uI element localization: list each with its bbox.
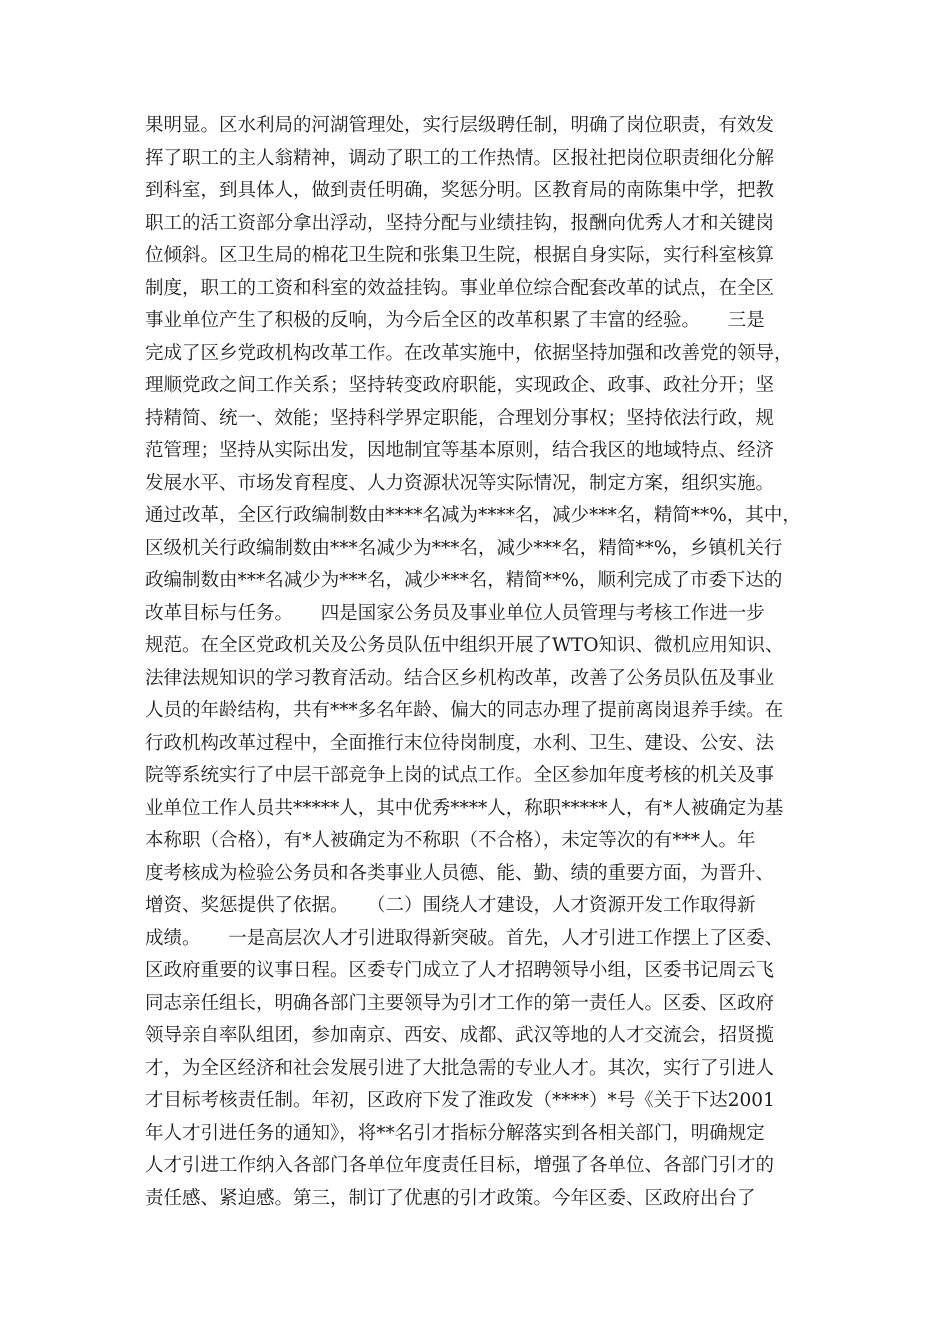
text-line: 完成了区乡党政机构改革工作。在改革实施中，依据坚持加强和改善党的领导， <box>145 342 793 364</box>
body-text <box>145 110 815 1215</box>
text-line: 同志亲任组长，明确各部门主要领导为引才工作的第一责任人。区委、区政府 <box>145 992 775 1014</box>
text-line: 制度，职工的工资和科室的效益挂钩。事业单位综合配套改革的试点，在全区 <box>145 277 775 299</box>
text-line: 年人才引进任务的通知》，将**名引才指标分解落实到各相关部门，明确规定 <box>145 1122 765 1144</box>
text-line: 持精简、统一、效能；坚持科学界定职能，合理划分事权；坚持依法行政，规 <box>145 407 775 429</box>
text-line: 职工的活工资部分拿出浮动，坚持分配与业绩挂钩，报酬向优秀人才和关键岗 <box>145 212 775 234</box>
text-line: 度考核成为检验公务员和各类事业人员德、能、勤、绩的重要方面，为晋升、 <box>145 862 775 884</box>
text-line: 院等系统实行了中层干部竞争上岗的试点工作。全区参加年度考核的机关及事 <box>145 765 775 786</box>
text-line: 区级机关行政编制数由***名减少为***名，减少***名，精简**%，乡镇机关行 <box>145 537 783 559</box>
text-line: 政编制数由***名减少为***名，减少***名，精简**%，顺利完成了市委下达的 <box>145 570 783 591</box>
text-line: 挥了职工的主人翁精神，调动了职工的工作热情。区报社把岗位职责细化分解 <box>145 147 775 169</box>
text-line: 增资、奖惩提供了依据。 （二）围绕人才建设，人才资源开发工作取得新 <box>145 895 756 916</box>
text-line: 通过改革，全区行政编制数由****名减为****名，减少***名，精简**%，其中， <box>145 505 801 526</box>
text-line: 人才引进工作纳入各部门各单位年度责任目标，增强了各单位、各部门引才的 <box>145 1155 775 1176</box>
text-line: 理顺党政之间工作关系；坚持转变政府职能，实现政企、政事、政社分开；坚 <box>145 375 775 396</box>
text-line: 发展水平、市场发育程度、人力资源状况等实际情况，制定方案，组织实施。 <box>145 472 775 494</box>
text-line: 规范。在全区党政机关及公务员队伍中组织开展了WTO知识、微机应用知识、 <box>145 635 784 656</box>
text-line: 本称职（合格），有*人被确定为不称职（不合格），未定等次的有***人。年 <box>145 830 756 851</box>
text-line: 到科室，到具体人，做到责任明确，奖惩分明。区教育局的南陈集中学，把教 <box>145 180 775 201</box>
text-line: 行政机构改革过程中，全面推行末位待岗制度，水利、卫生、建设、公安、法 <box>145 732 775 754</box>
text-line: 区政府重要的议事日程。区委专门成立了人才招聘领导小组，区委书记周云飞 <box>145 960 775 981</box>
text-line: 事业单位产生了积极的反响，为今后全区的改革积累了丰富的经验。 三是 <box>145 310 765 331</box>
text-line: 责任感、紧迫感。第三，制订了优惠的引才政策。今年区委、区政府出台了 <box>145 1187 756 1209</box>
text-line: 范管理；坚持从实际出发，因地制宜等基本原则，结合我区的地域特点、经济 <box>145 440 775 461</box>
text-line: 改革目标与任务。 四是国家公务员及事业单位人员管理与考核工作进一步 <box>145 602 765 624</box>
text-line: 业单位工作人员共*****人，其中优秀****人，称职*****人，有*人被确定为基 <box>145 797 784 819</box>
text-line: 才，为全区经济和社会发展引进了大批急需的专业人才。其次，实行了引进人 <box>145 1057 775 1079</box>
text-line: 成绩。 一是高层次人才引进取得新突破。首先，人才引进工作摆上了区委、 <box>145 927 784 949</box>
text-line: 才目标考核责任制。年初，区政府下发了淮政发（****）*号《关于下达2001 <box>145 1090 775 1111</box>
text-line: 位倾斜。区卫生局的棉花卫生院和张集卫生院，根据自身实际，实行科室核算 <box>145 245 775 266</box>
text-line: 领导亲自率队组团，参加南京、西安、成都、武汉等地的人才交流会，招贤揽 <box>145 1025 775 1046</box>
text-line: 人员的年龄结构，共有***多名年龄、偏大的同志办理了提前离岗退养手续。在 <box>145 700 784 721</box>
text-line: 法律法规知识的学习教育活动。结合区乡机构改革，改善了公务员队伍及事业 <box>145 667 775 689</box>
text-line: 果明显。区水利局的河湖管理处，实行层级聘任制，明确了岗位职责，有效发 <box>145 115 775 136</box>
